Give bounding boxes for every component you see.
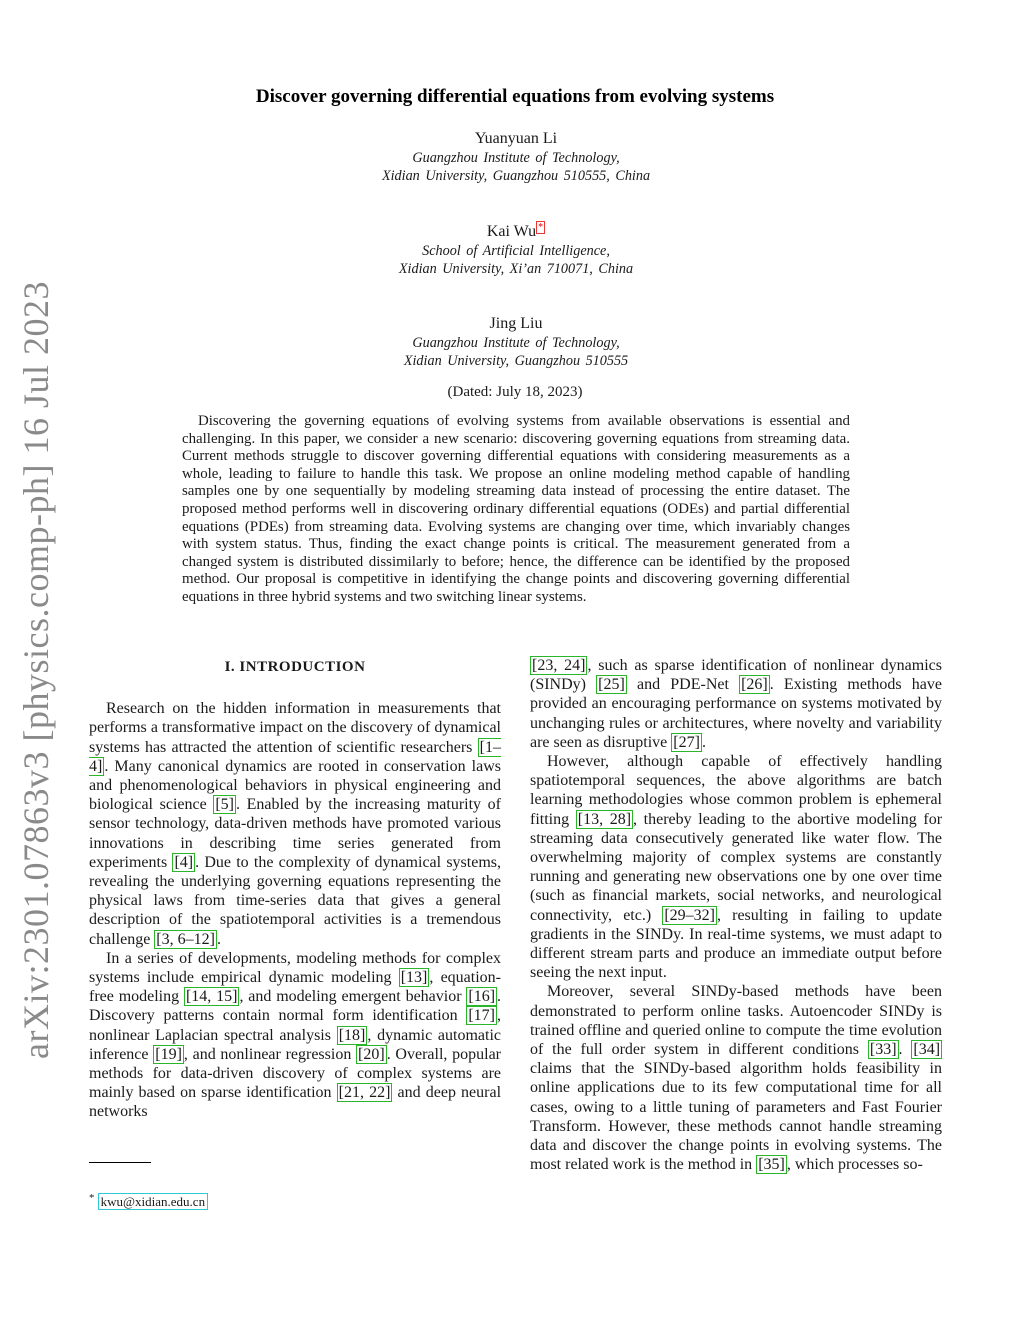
citation-link[interactable]: [5]	[215, 796, 234, 814]
citation-link[interactable]: [26]	[741, 676, 768, 694]
paragraph: However, although capable of effectively handling spatiotemporal sequences, the above algorithms are batch learning methodologies whose common problem is ephemeral fitting [13, 28] , thereby leading to the abortive modeling for streaming data consecutively generated like water flow. The overwhelming majority of complex systems are constantly running and generating new observations one by one over time (such as financial markets, social networks, and neurological connectivity, etc.) [29–32] , resulting in failing to update gradients in the SINDy. In real-time systems, we must adapt to different stream parts and produce an immediate output before seeing the next input.	[530, 753, 943, 982]
citation-link[interactable]: [25]	[598, 676, 625, 694]
citation-link[interactable]: [19]	[155, 1045, 182, 1063]
arxiv-stamp-text: arXiv:2301.07863v3 [physics.comp-ph] 16 Jul 2023	[16, 281, 56, 1059]
citation-link[interactable]: [16]	[468, 988, 496, 1006]
left-column	[89, 656, 501, 1122]
author-name	[0, 222, 1024, 242]
citation-link[interactable]: [34]	[913, 1041, 941, 1059]
citation-link[interactable]: [20]	[358, 1045, 385, 1063]
author-name-text: Kai Wu	[486, 223, 537, 240]
citation-link[interactable]: [18]	[338, 1026, 366, 1044]
footnote-mark: *	[89, 1192, 95, 1204]
citation-link[interactable]: [21, 22]	[338, 1084, 391, 1102]
citation-link[interactable]: [23, 24]	[532, 657, 586, 674]
abstract: Discovering the governing equations of evolving systems from available observations is essential and challenging. In this paper, we consider a new scenario: discovering governing equations from streaming data. Current methods struggle to discover governing differential equations with considering measurements as a whole, leading to failure to handle this task. We propose an online modeling method capable of handling samples one by one sequentially by modeling streaming data instead of processing the entire dataset. The proposed method performs well in discovering ordinary differential equations (ODEs) and partial differential equations (PDEs) from streaming data. Evolving systems are changing over time, which invariably changes with system status. Thus, finding the exact change points is critical. The measurement generated from a changed system is distributed dissimilarly to before; hence, the difference can be identified by the proposed method. Our proposal is competitive in identifying the change points and discovering governing differential equations in three hybrid systems and two switching linear systems.	[182, 413, 850, 605]
footnote-divider	[89, 1162, 151, 1163]
citation-link[interactable]: [13]	[400, 969, 428, 987]
paragraph: [23, 24] , such as sparse identification of nonlinear dynamics (SINDy) [25] and PDE-Net [26] . Existing methods have provided an encouraging performance on systems motivated by unchanging rules or architectures, where novelty and variability are seen as disruptive [27] .	[530, 657, 943, 751]
arxiv-stamp	[6, 281, 66, 1059]
paragraph: Research on the hidden information in measurements that performs a transformative impact on the discovery of dynamical systems has attracted the attention of scientific researchers [1–4] . Many canonical dynamics are rooted in conservation laws and phenomenological behaviors in physical engineering and biological science [5] . Enabled by the increasing maturity of sensor technology, data-driven methods have promoted various innovations in describing time series generated from experiments [4] . Due to the complexity of dynamical systems, revealing the underlying governing equations representing the physical laws from time-series data that gives a general description of the spatiotemporal activities is a tremendous challenge [3, 6–12] .	[89, 700, 502, 948]
author-affiliation: Xidian University, Xi’an 710071, China	[398, 261, 634, 277]
section-heading: I. INTRODUCTION	[224, 659, 366, 675]
paragraph: In a series of developments, modeling methods for complex systems include empirical dynamic modeling [13] , equation-free modeling [14, 15] , and modeling emergent behavior [16] . Discovery patterns contain normal form identification [17] , nonlinear Laplacian spectral analysis [18] , dynamic automatic inference [19] , and nonlinear regression [20] . Overall, popular methods for data-driven discovery of complex systems are mainly based on sparse identification [21, 22] and deep neural networks	[89, 949, 502, 1121]
dated-line: (Dated: July 18, 2023)	[447, 384, 583, 400]
author-block-3	[0, 314, 1024, 370]
right-column	[530, 656, 942, 1174]
citation-link[interactable]: [1–4]	[89, 738, 501, 775]
author-affiliation: Guangzhou Institute of Technology,	[412, 150, 620, 166]
citation-link[interactable]: [29–32]	[664, 906, 715, 924]
citation-link[interactable]: [14, 15]	[185, 988, 238, 1006]
author-affiliation: Guangzhou Institute of Technology,	[412, 335, 620, 351]
citation-link[interactable]: [27]	[673, 733, 700, 751]
citation-link[interactable]: [17]	[468, 1007, 495, 1025]
author-block-2	[0, 222, 1024, 278]
footnote-link[interactable]: *	[538, 221, 544, 233]
email-link[interactable]: kwu@xidian.edu.cn	[98, 1193, 208, 1210]
citation-link[interactable]: [35]	[758, 1156, 785, 1174]
author-name: Yuanyuan Li	[474, 130, 558, 147]
author-affiliation: Xidian University, Guangzhou 510555	[403, 353, 629, 369]
paragraph: Moreover, several SINDy-based methods have been demonstrated to perform online tasks. Autoencoder SINDy is trained offline and queried online to compute the time evolution of the full order system in different conditions [33] . [34] claims that the SINDy-based algorithm holds feasibility in online applications due to its few computational time for all cases, owing to a little tuning of parameters and Fast Fourier Transform. However, these methods cannot handle streaming data and discover the change points in evolving systems. The most related work is the method in [35] , which processes so-	[530, 983, 942, 1174]
author-affiliation: School of Artificial Intelligence,	[422, 243, 610, 259]
citation-link[interactable]: [4]	[174, 853, 194, 871]
author-name: Jing Liu	[489, 315, 543, 332]
citation-link[interactable]: [33]	[869, 1041, 897, 1059]
paper-title: Discover governing differential equations from evolving systems	[255, 86, 775, 107]
footnote	[89, 1192, 208, 1210]
citation-link[interactable]: [13, 28]	[577, 810, 632, 828]
author-affiliation: Xidian University, Guangzhou 510555, China	[381, 168, 651, 184]
author-block-1	[0, 129, 1024, 185]
citation-link[interactable]: [3, 6–12]	[156, 930, 215, 948]
